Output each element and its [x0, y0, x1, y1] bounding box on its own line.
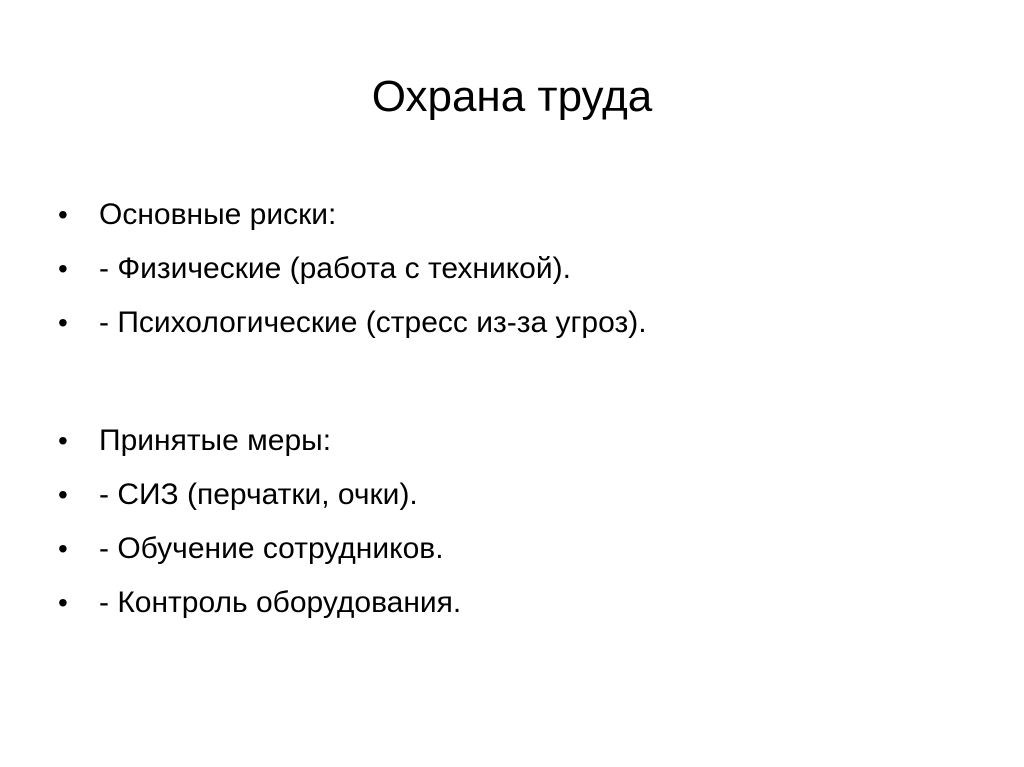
bullet-icon: •: [58, 425, 68, 456]
bullet-icon: •: [58, 199, 68, 230]
list-item-text: - Физические (работа с техникой).: [99, 252, 571, 285]
list-item-text: Принятые меры:: [99, 424, 332, 457]
list-item-text: - СИЗ (перчатки, очки).: [99, 478, 418, 511]
list-item: [58, 242, 998, 296]
bullet-icon: •: [58, 253, 68, 284]
slide-title: Охрана труда: [371, 72, 653, 121]
list-item: [58, 188, 998, 242]
bullet-icon: •: [58, 307, 68, 338]
list-item: [58, 468, 998, 522]
list-item: [58, 414, 998, 468]
list-item-text: - Психологические (стресс из-за угроз).: [99, 306, 647, 339]
list-item-text: - Контроль оборудования.: [99, 586, 462, 619]
list-item: [58, 522, 998, 576]
list-item: [58, 296, 998, 350]
bullet-icon: •: [58, 479, 68, 510]
bullet-icon: •: [58, 533, 68, 564]
list-item-text: - Обучение сотрудников.: [99, 532, 444, 565]
list-item: [58, 576, 998, 630]
bullet-icon: •: [58, 587, 68, 618]
bullet-list: [58, 188, 998, 630]
list-item-text: Основные риски:: [99, 198, 337, 231]
